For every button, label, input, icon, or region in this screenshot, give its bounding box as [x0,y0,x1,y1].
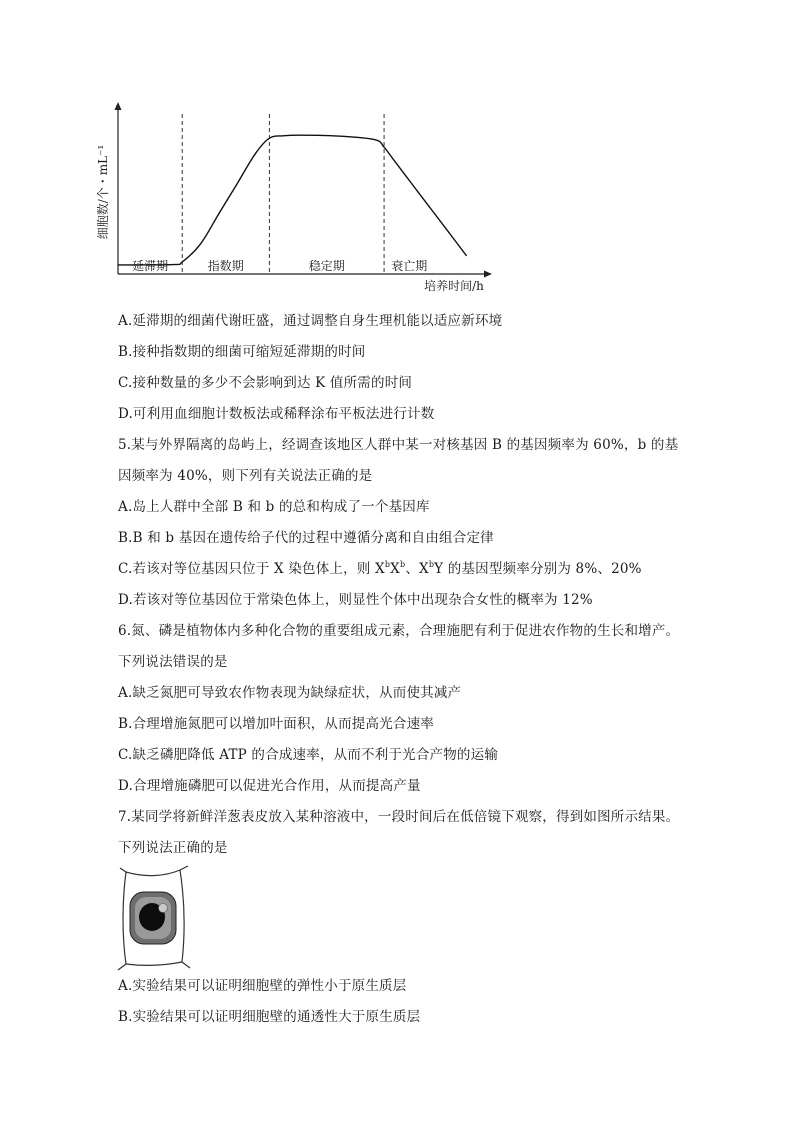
q5-stem-line1: 5.某与外界隔离的岛屿上，经调查该地区人群中某一对核基因 B 的基因频率为 60%，b 的基 [118,437,679,453]
x-axis [118,271,492,278]
q5-option-c [118,559,642,579]
q6-stem-line1: 6.氮、磷是植物体内多种化合物的重要组成元素，合理施肥有利于促进农作物的生长和增产。 [118,623,680,639]
q6-option-c: C.缺乏磷肥降低 ATP 的合成速率，从而不利于光合产物的运输 [118,747,499,763]
q5-option-b: B.B 和 b 基因在遗传给子代的过程中遵循分离和自由组合定律 [118,530,494,546]
q4-option-c: C.接种数量的多少不会影响到达 K 值所需的时间 [118,375,413,391]
phase-labels [132,258,427,273]
q5-option-d: D.若该对等位基因位于常染色体上，则显性个体中出现杂合女性的概率为 12% [118,592,593,608]
growth-curve-line [118,135,467,265]
onion-cell-micrograph [116,866,196,970]
phase-label: 衰亡期 [391,259,428,273]
q5-option-c-mid: X [390,561,400,577]
q4-option-b: B.接种指数期的细菌可缩短延滞期的时间 [118,344,366,360]
q5-option-c-pre: C.若该对等位基因只位于 X 染色体上，则 X [118,561,385,577]
q7-stem-line1: 7.某同学将新鲜洋葱表皮放入某种溶液中，一段时间后在低倍镜下观察，得到如图所示结果。 [118,809,680,825]
q6-option-d: D.合理增施磷肥可以促进光合作用，从而提高产量 [118,778,421,794]
phase-label: 延滞期 [132,259,169,273]
q6-option-a: A.缺乏氮肥可导致农作物表现为缺绿症状，从而使其减产 [118,685,462,701]
q5-option-c-sup3: b [428,560,435,569]
phase-label: 指数期 [207,259,244,273]
y-axis [115,102,122,274]
q5-option-c-mid2: 、X [405,561,429,577]
q7-option-a: A.实验结果可以证明细胞壁的弹性小于原生质层 [118,978,407,994]
q4-option-d: D.可利用血细胞计数板法或稀释涂布平板法进行计数 [118,406,435,422]
protoplast [130,892,176,944]
q5-stem-line2: 因频率为 40%，则下列有关说法正确的是 [118,468,373,484]
y-axis-label: 细胞数/个・mL⁻¹ [96,144,110,240]
q7-option-b: B.实验结果可以证明细胞壁的通透性大于原生质层 [118,1009,421,1025]
q4-option-a: A.延滞期的细菌代谢旺盛，通过调整自身生理机能以适应新环境 [118,313,503,329]
q5-option-a: A.岛上人群中全部 B 和 b 的总和构成了一个基因库 [118,499,430,515]
q5-option-c-sup2: b [399,560,406,569]
q5-option-c-post: Y 的基因型频率分别为 8%、20% [434,561,642,577]
q6-stem-line2: 下列说法错误的是 [118,654,228,670]
x-axis-label: 培养时间/h [424,279,484,293]
phase-boundaries [182,114,384,274]
phase-label: 稳定期 [308,259,345,273]
nucleus [159,904,168,913]
q6-option-b: B.合理增施氮肥可以增加叶面积，从而提高光合速率 [118,716,435,732]
growth-curve-chart [96,100,500,295]
q7-stem-line2: 下列说法正确的是 [118,840,228,856]
q5-option-c-sup1: b [384,560,391,569]
